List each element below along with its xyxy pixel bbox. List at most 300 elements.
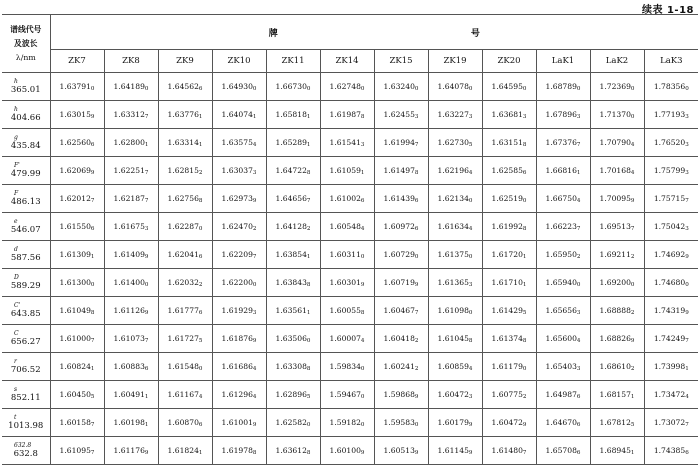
index-subscript-digit: 9 xyxy=(414,393,419,400)
index-value: 1.64078 xyxy=(437,81,469,91)
index-subscript-digit: 2 xyxy=(198,281,203,288)
index-value: 1.64074 xyxy=(221,109,253,119)
index-subscript-digit: 7 xyxy=(576,141,581,148)
index-subscript-digit: 7 xyxy=(685,421,689,428)
index-subscript-digit: 1 xyxy=(90,365,95,372)
refractive-index-cell xyxy=(104,409,158,437)
index-subscript-digit: 3 xyxy=(144,225,149,232)
refractive-index-cell xyxy=(158,101,212,129)
index-value: 1.74680 xyxy=(653,277,686,287)
index-value: 1.61686 xyxy=(221,361,253,371)
table-row xyxy=(2,241,698,269)
refractive-index-cell xyxy=(266,269,320,297)
index-subscript-digit: 2 xyxy=(198,169,203,176)
refractive-index-cell xyxy=(212,213,266,241)
refractive-index-cell xyxy=(374,353,428,381)
index-value: 1.63776 xyxy=(167,109,199,119)
index-subscript-digit: 8 xyxy=(522,225,527,232)
refractive-index-cell xyxy=(320,157,374,185)
index-value: 1.62455 xyxy=(383,109,415,119)
refractive-index-cell xyxy=(158,213,212,241)
index-value: 1.63843 xyxy=(275,277,307,287)
refractive-index-cell xyxy=(50,73,104,101)
index-value: 1.68826 xyxy=(599,333,631,343)
refractive-index-cell xyxy=(212,325,266,353)
refractive-index-cell xyxy=(320,241,374,269)
spectral-line-symbol: D xyxy=(14,273,19,281)
index-value: 1.64987 xyxy=(545,389,577,399)
index-value: 1.74692 xyxy=(653,249,686,259)
table-row xyxy=(2,101,698,129)
refractive-index-cell xyxy=(428,437,482,465)
refractive-index-cell xyxy=(590,409,644,437)
glass-header-lak2: LaK2 xyxy=(590,50,644,73)
refractive-index-cell xyxy=(50,381,104,409)
index-value: 1.60007 xyxy=(329,333,361,343)
index-value: 1.66816 xyxy=(545,165,577,175)
index-value: 1.61095 xyxy=(59,445,91,455)
index-subscript-digit: 3 xyxy=(252,169,257,176)
index-subscript-digit: 6 xyxy=(522,169,527,176)
index-value: 1.60301 xyxy=(329,277,361,287)
index-subscript-digit: 8 xyxy=(306,169,311,176)
glass-header-zk19: ZK19 xyxy=(428,50,482,73)
refractive-index-cell xyxy=(536,437,590,465)
index-subscript-digit: 0 xyxy=(252,281,257,288)
index-subscript-digit: 7 xyxy=(144,169,149,176)
index-subscript-digit: 8 xyxy=(414,169,419,176)
refractive-index-cell xyxy=(482,73,536,101)
refractive-index-cell xyxy=(212,437,266,465)
index-value: 1.62582 xyxy=(275,417,307,427)
index-value: 1.67896 xyxy=(545,109,577,119)
refractive-index-table xyxy=(2,14,698,465)
wavelength-cell xyxy=(2,409,50,437)
index-subscript-digit: 0 xyxy=(685,281,689,288)
refractive-index-cell xyxy=(590,325,644,353)
index-subscript-digit: 3 xyxy=(468,281,473,288)
refractive-index-cell xyxy=(536,241,590,269)
index-subscript-digit: 3 xyxy=(685,169,689,176)
index-subscript-digit: 3 xyxy=(414,113,419,120)
refractive-index-cell xyxy=(482,437,536,465)
spectral-line-symbol: C xyxy=(14,329,19,337)
index-subscript-digit: 2 xyxy=(252,225,257,232)
index-value: 1.63791 xyxy=(59,81,91,91)
index-value: 1.61000 xyxy=(59,333,91,343)
index-subscript-digit: 0 xyxy=(522,365,527,372)
refractive-index-cell xyxy=(104,157,158,185)
glass-header-zk15: ZK15 xyxy=(374,50,428,73)
refractive-index-cell xyxy=(158,129,212,157)
refractive-index-cell xyxy=(644,241,698,269)
index-value: 1.62209 xyxy=(221,249,253,259)
index-value: 1.61994 xyxy=(383,137,415,147)
index-subscript-digit: 9 xyxy=(414,449,419,456)
refractive-index-cell xyxy=(590,241,644,269)
refractive-index-cell xyxy=(374,73,428,101)
index-subscript-digit: 6 xyxy=(576,421,581,428)
wavelength-value: 486.13 xyxy=(10,196,41,207)
refractive-index-cell xyxy=(212,269,266,297)
wavelength-cell xyxy=(2,353,50,381)
refractive-index-cell xyxy=(212,157,266,185)
wavelength-value: 632.8 xyxy=(13,448,38,459)
spectral-line-symbol: t xyxy=(14,413,17,421)
refractive-index-cell xyxy=(428,269,482,297)
index-subscript-digit: 0 xyxy=(630,113,635,120)
refractive-index-cell xyxy=(50,353,104,381)
index-subscript-digit: 1 xyxy=(252,113,257,120)
index-subscript-digit: 6 xyxy=(198,421,203,428)
refractive-index-cell xyxy=(428,129,482,157)
index-value: 1.60450 xyxy=(59,389,91,399)
index-subscript-digit: 0 xyxy=(306,85,311,92)
index-value: 1.62012 xyxy=(59,193,91,203)
index-subscript-digit: 9 xyxy=(630,197,635,204)
index-subscript-digit: 1 xyxy=(522,281,527,288)
index-value: 1.60467 xyxy=(383,305,415,315)
spectral-line-symbol: F xyxy=(14,189,19,197)
wavelength-cell xyxy=(2,381,50,409)
refractive-index-cell xyxy=(104,213,158,241)
wavelength-value: 656.27 xyxy=(10,336,41,347)
index-value: 1.69211 xyxy=(599,249,631,259)
index-subscript-digit: 3 xyxy=(252,309,257,316)
refractive-index-cell xyxy=(536,101,590,129)
refractive-index-cell xyxy=(590,381,644,409)
index-subscript-digit: 9 xyxy=(144,449,149,456)
index-value: 1.60179 xyxy=(437,417,469,427)
index-value: 1.60418 xyxy=(383,333,415,343)
index-subscript-digit: 1 xyxy=(198,113,203,120)
index-subscript-digit: 6 xyxy=(198,309,203,316)
index-value: 1.70790 xyxy=(599,137,631,147)
index-value: 1.62519 xyxy=(491,193,523,203)
index-value: 1.68789 xyxy=(545,81,577,91)
index-value: 1.73072 xyxy=(653,417,686,427)
spectral-line-symbol: d xyxy=(14,245,18,253)
index-value: 1.70095 xyxy=(599,193,631,203)
refractive-index-cell xyxy=(266,157,320,185)
refractive-index-cell xyxy=(158,297,212,325)
index-value: 1.61365 xyxy=(437,277,469,287)
refractive-index-cell xyxy=(428,381,482,409)
refractive-index-cell xyxy=(482,213,536,241)
index-value: 1.61045 xyxy=(437,333,469,343)
index-subscript-digit: 7 xyxy=(90,449,95,456)
index-subscript-digit: 4 xyxy=(576,337,581,344)
refractive-index-cell xyxy=(104,73,158,101)
index-subscript-digit: 4 xyxy=(252,365,257,372)
refractive-index-cell xyxy=(428,73,482,101)
spectral-line-symbol: C' xyxy=(14,301,21,309)
index-subscript-digit: 8 xyxy=(522,141,527,148)
refractive-index-cell xyxy=(374,185,428,213)
index-subscript-digit: 2 xyxy=(414,365,419,372)
index-value: 1.61987 xyxy=(329,109,361,119)
index-subscript-digit: 7 xyxy=(90,337,95,344)
index-subscript-digit: 7 xyxy=(90,197,95,204)
index-subscript-digit: 4 xyxy=(630,169,635,176)
refractive-index-cell xyxy=(590,297,644,325)
wavelength-cell xyxy=(2,185,50,213)
wavelength-cell xyxy=(2,73,50,101)
spectral-line-symbol: h xyxy=(14,77,18,85)
index-value: 1.61059 xyxy=(329,165,361,175)
refractive-index-cell xyxy=(320,297,374,325)
wavelength-column-header xyxy=(2,15,50,73)
table-row xyxy=(2,325,698,353)
index-value: 1.66730 xyxy=(275,81,307,91)
index-subscript-digit: 8 xyxy=(360,309,365,316)
glass-header-lak1: LaK1 xyxy=(536,50,590,73)
table-body xyxy=(2,73,698,465)
index-value: 1.59467 xyxy=(329,389,361,399)
index-subscript-digit: 4 xyxy=(468,225,473,232)
index-value: 1.74249 xyxy=(653,333,686,343)
refractive-index-cell xyxy=(482,297,536,325)
index-value: 1.75799 xyxy=(653,165,686,175)
index-value: 1.61409 xyxy=(113,249,145,259)
index-subscript-digit: 0 xyxy=(360,365,365,372)
index-value: 1.67812 xyxy=(599,417,631,427)
index-subscript-digit: 7 xyxy=(630,225,635,232)
refractive-index-cell xyxy=(428,101,482,129)
wavelength-value: 706.52 xyxy=(10,364,41,375)
index-subscript-digit: 9 xyxy=(468,449,473,456)
index-value: 1.63506 xyxy=(275,333,307,343)
table-row xyxy=(2,157,698,185)
index-subscript-digit: 6 xyxy=(90,141,95,148)
table-row xyxy=(2,129,698,157)
index-value: 1.62041 xyxy=(167,249,199,259)
index-value: 1.61727 xyxy=(167,333,199,343)
refractive-index-cell xyxy=(50,157,104,185)
refractive-index-cell xyxy=(482,157,536,185)
index-subscript-digit: 7 xyxy=(522,449,527,456)
refractive-index-cell xyxy=(266,185,320,213)
index-value: 1.62973 xyxy=(221,193,253,203)
index-subscript-digit: 3 xyxy=(468,393,473,400)
refractive-index-cell xyxy=(644,269,698,297)
index-subscript-digit: 8 xyxy=(198,197,203,204)
index-value: 1.62470 xyxy=(221,221,253,231)
index-subscript-digit: 9 xyxy=(414,281,419,288)
index-subscript-digit: 7 xyxy=(685,337,689,344)
table-row xyxy=(2,213,698,241)
refractive-index-cell xyxy=(50,297,104,325)
index-subscript-digit: 7 xyxy=(576,225,581,232)
refractive-index-cell xyxy=(590,129,644,157)
refractive-index-cell xyxy=(374,297,428,325)
index-value: 1.62032 xyxy=(167,277,199,287)
wavelength-value: 643.85 xyxy=(10,308,41,319)
refractive-index-cell xyxy=(104,269,158,297)
index-value: 1.60859 xyxy=(437,361,469,371)
refractive-index-cell xyxy=(644,157,698,185)
index-value: 1.63681 xyxy=(491,109,523,119)
table-row xyxy=(2,185,698,213)
wavelength-cell xyxy=(2,437,50,465)
index-value: 1.61992 xyxy=(491,221,523,231)
index-value: 1.64930 xyxy=(221,81,253,91)
refractive-index-cell xyxy=(428,325,482,353)
index-subscript-digit: 7 xyxy=(414,309,419,316)
index-value: 1.65403 xyxy=(545,361,577,371)
refractive-index-cell xyxy=(644,129,698,157)
index-value: 1.64128 xyxy=(275,221,307,231)
index-subscript-digit: 8 xyxy=(90,309,95,316)
index-subscript-digit: 4 xyxy=(360,225,365,232)
refractive-index-cell xyxy=(590,213,644,241)
index-subscript-digit: 2 xyxy=(576,253,581,260)
refractive-index-cell xyxy=(590,157,644,185)
index-value: 1.61541 xyxy=(329,137,361,147)
index-subscript-digit: 8 xyxy=(468,337,473,344)
index-subscript-digit: 6 xyxy=(90,225,95,232)
refractive-index-cell xyxy=(428,185,482,213)
index-value: 1.61720 xyxy=(491,249,523,259)
index-value: 1.62730 xyxy=(437,137,469,147)
index-subscript-digit: 6 xyxy=(198,85,203,92)
index-subscript-digit: 1 xyxy=(685,365,689,372)
index-subscript-digit: 1 xyxy=(630,393,635,400)
index-value: 1.62560 xyxy=(59,137,91,147)
index-subscript-digit: 9 xyxy=(252,197,257,204)
refractive-index-cell xyxy=(104,101,158,129)
wavelength-cell xyxy=(2,325,50,353)
index-subscript-digit: 1 xyxy=(198,141,203,148)
refractive-index-cell xyxy=(158,381,212,409)
refractive-index-cell xyxy=(212,101,266,129)
index-value: 1.60870 xyxy=(167,417,199,427)
index-subscript-digit: 8 xyxy=(360,113,365,120)
index-value: 1.75042 xyxy=(653,221,686,231)
refractive-index-cell xyxy=(428,241,482,269)
refractive-index-cell xyxy=(590,353,644,381)
header-line-and-wavelength: 及波长 xyxy=(14,38,38,48)
refractive-index-cell xyxy=(266,297,320,325)
index-subscript-digit: 3 xyxy=(360,141,365,148)
index-subscript-digit: 6 xyxy=(576,449,581,456)
index-value: 1.61002 xyxy=(329,193,361,203)
index-value: 1.60241 xyxy=(383,361,415,371)
index-subscript-digit: 7 xyxy=(144,197,149,204)
index-subscript-digit: 7 xyxy=(144,113,149,120)
index-subscript-digit: 0 xyxy=(360,393,365,400)
refractive-index-cell xyxy=(644,101,698,129)
index-subscript-digit: 7 xyxy=(252,253,257,260)
table-row xyxy=(2,409,698,437)
refractive-index-cell xyxy=(266,353,320,381)
continued-table-label: 续表 1-18 xyxy=(641,5,694,16)
index-value: 1.62815 xyxy=(167,165,199,175)
index-value: 1.61098 xyxy=(437,305,469,315)
refractive-index-cell xyxy=(158,157,212,185)
index-subscript-digit: 9 xyxy=(90,113,95,120)
index-subscript-digit: 0 xyxy=(360,421,365,428)
index-value: 1.61777 xyxy=(167,305,199,315)
index-subscript-digit: 0 xyxy=(630,281,635,288)
index-subscript-digit: 0 xyxy=(685,85,689,92)
index-value: 1.60055 xyxy=(329,305,361,315)
glass-header-zk20: ZK20 xyxy=(482,50,536,73)
refractive-index-cell xyxy=(644,437,698,465)
index-value: 1.62287 xyxy=(167,221,199,231)
index-value: 1.61126 xyxy=(113,305,145,315)
index-subscript-digit: 0 xyxy=(198,365,203,372)
refractive-index-cell xyxy=(428,213,482,241)
index-value: 1.60513 xyxy=(383,445,415,455)
index-subscript-digit: 9 xyxy=(252,337,257,344)
refractive-index-cell xyxy=(374,129,428,157)
table-row xyxy=(2,353,698,381)
refractive-index-cell xyxy=(536,297,590,325)
index-value: 1.61439 xyxy=(383,193,415,203)
index-value: 1.59868 xyxy=(383,389,415,399)
index-subscript-digit: 8 xyxy=(252,449,257,456)
index-subscript-digit: 0 xyxy=(90,281,95,288)
index-subscript-digit: 7 xyxy=(414,141,419,148)
refractive-index-cell xyxy=(644,213,698,241)
index-subscript-digit: 5 xyxy=(306,393,311,400)
glass-grade-group-header xyxy=(50,15,698,50)
refractive-index-cell xyxy=(212,409,266,437)
index-value: 1.62800 xyxy=(113,137,145,147)
index-subscript-digit: 0 xyxy=(252,85,257,92)
index-value: 1.61675 xyxy=(113,221,145,231)
index-subscript-digit: 0 xyxy=(468,309,473,316)
index-subscript-digit: 3 xyxy=(685,225,689,232)
index-value: 1.63015 xyxy=(59,109,91,119)
index-subscript-digit: 6 xyxy=(576,393,581,400)
index-value: 1.61824 xyxy=(167,445,199,455)
group-label-right: 号 xyxy=(470,28,480,39)
index-value: 1.63308 xyxy=(275,361,307,371)
refractive-index-cell xyxy=(104,241,158,269)
index-subscript-digit: 0 xyxy=(360,253,365,260)
index-subscript-digit: 4 xyxy=(576,197,581,204)
refractive-index-cell xyxy=(50,269,104,297)
index-value: 1.63240 xyxy=(383,81,415,91)
refractive-index-cell xyxy=(374,409,428,437)
index-value: 1.64189 xyxy=(113,81,145,91)
index-value: 1.60491 xyxy=(113,389,145,399)
wavelength-value: 365.01 xyxy=(10,84,41,95)
index-subscript-digit: 0 xyxy=(522,85,527,92)
refractive-index-cell xyxy=(104,353,158,381)
index-value: 1.61375 xyxy=(437,249,469,259)
refractive-index-cell xyxy=(212,381,266,409)
glass-header-zk11: ZK11 xyxy=(266,50,320,73)
refractive-index-cell xyxy=(158,325,212,353)
refractive-index-cell xyxy=(104,437,158,465)
refractive-index-cell xyxy=(320,213,374,241)
refractive-index-cell xyxy=(212,129,266,157)
index-subscript-digit: 1 xyxy=(522,253,527,260)
refractive-index-cell xyxy=(536,353,590,381)
index-value: 1.59182 xyxy=(329,417,361,427)
spectral-line-symbol: 632.8 xyxy=(14,441,32,449)
refractive-index-cell xyxy=(320,101,374,129)
index-subscript-digit: 9 xyxy=(360,449,365,456)
wavelength-value: 404.66 xyxy=(10,112,41,123)
index-value: 1.61429 xyxy=(491,305,523,315)
refractive-index-cell xyxy=(482,353,536,381)
table-row xyxy=(2,381,698,409)
index-value: 1.64562 xyxy=(167,81,199,91)
